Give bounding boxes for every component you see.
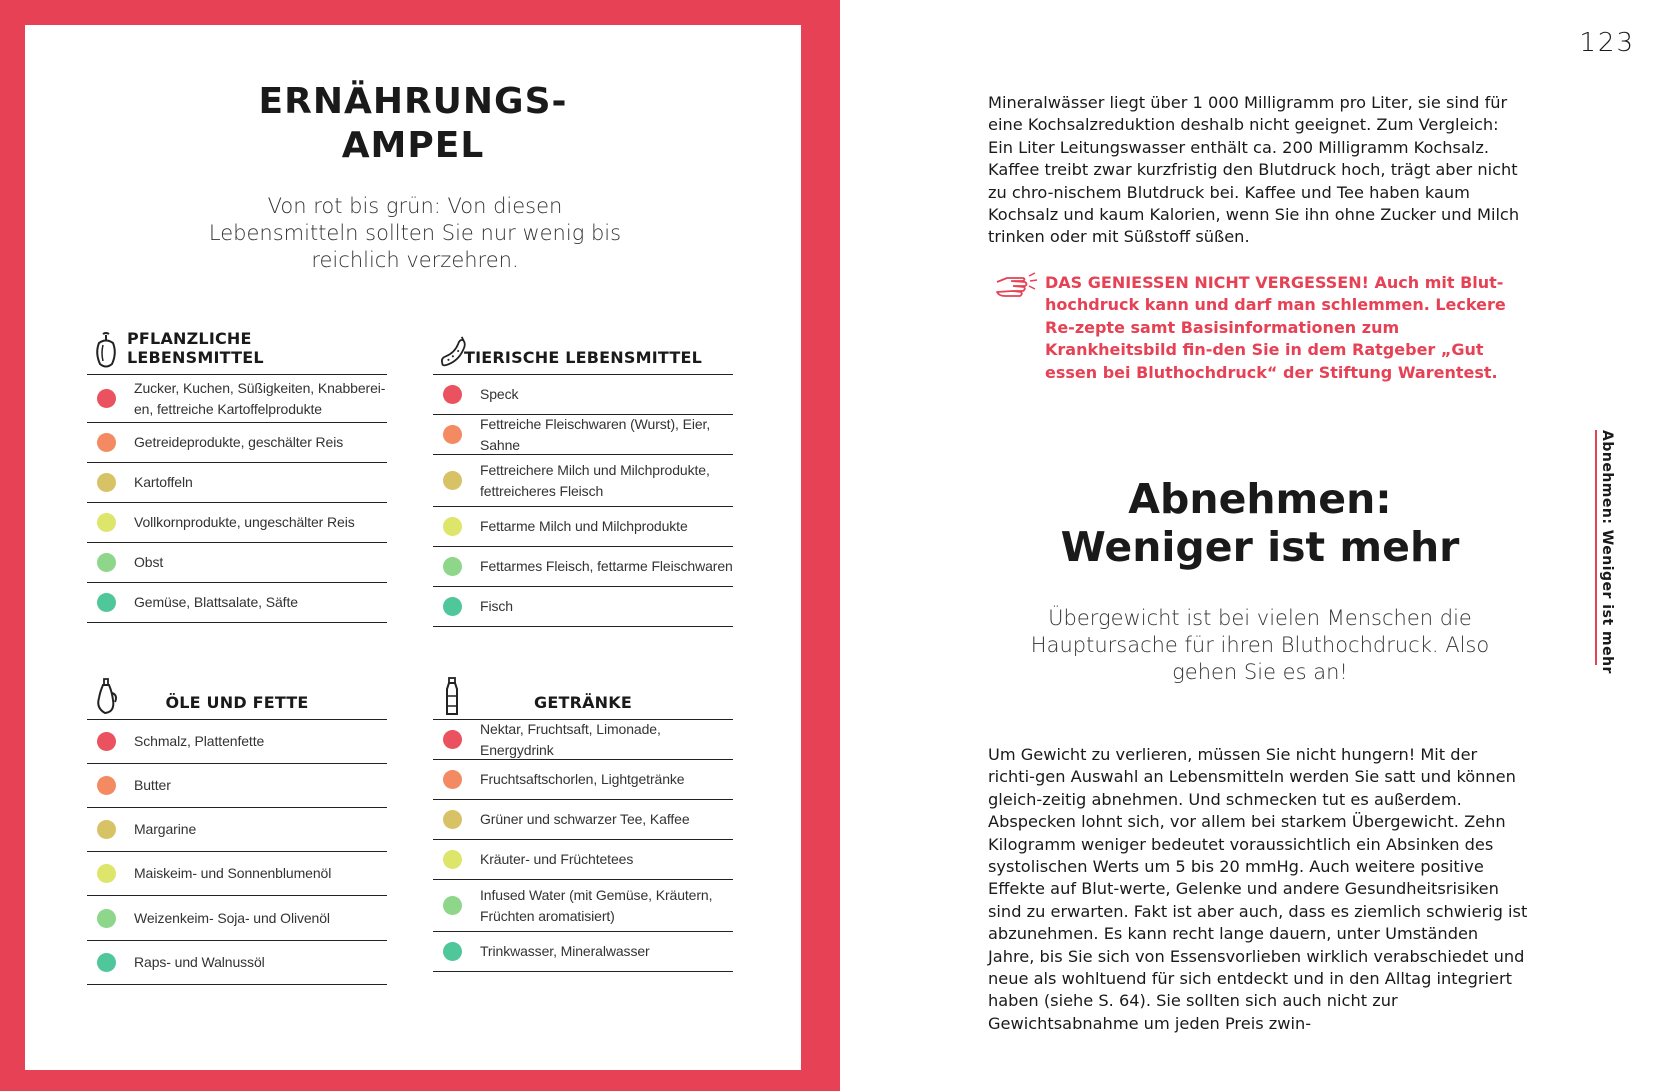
traffic-light-dot [443, 810, 462, 829]
traffic-light-dot [97, 593, 116, 612]
section-header [433, 325, 733, 375]
table-row [87, 583, 387, 623]
traffic-light-dot [97, 732, 116, 751]
row-label: Speck [480, 386, 519, 402]
traffic-light-dot [443, 896, 462, 915]
page-number: 123 [1579, 28, 1635, 58]
section-title: TIERISCHE LEBENSMITTEL [464, 348, 702, 367]
row-label: Kräuter- und Früchtetees [480, 851, 634, 867]
section-title: ÖLE UND FETTE [165, 693, 309, 712]
traffic-light-dot [97, 776, 116, 795]
traffic-light-dot [97, 864, 116, 883]
row-label: Fettarmes Fleisch, fettarme Fleischwaren [480, 558, 733, 574]
table-row [87, 808, 387, 852]
traffic-light-dot [443, 385, 462, 404]
row-label: Schmalz, Plattenfette [134, 733, 265, 749]
row-label: Grüner und schwarzer Tee, Kaffee [480, 811, 690, 827]
row-label: Margarine [134, 821, 197, 837]
table-row [433, 800, 733, 840]
row-label: Fettarme Milch und Milchprodukte [480, 518, 688, 534]
table-row [433, 375, 733, 415]
row-label: Infused Water (mit Gemüse, Kräutern, Früchten aromatisiert) [480, 886, 713, 924]
section-header [433, 670, 733, 720]
table-row [87, 852, 387, 896]
traffic-light-dot [443, 471, 462, 490]
tip-box: DAS GENIESSEN NICHT VERGESSEN! Auch mit Blut-hochdruck kann und darf man schlemmen. Leckere Re-zepte samt Basisinformationen zum Krankheitsbild fin-den Sie in dem Ratgeber „Gut essen bei Bluthochdruck“ der Stiftung Warentest. [1045, 273, 1506, 382]
table-row [433, 547, 733, 587]
section-oele-und-fette [87, 670, 387, 985]
table-row [87, 543, 387, 583]
section-header [87, 670, 387, 720]
row-label: Kartoffeln [134, 474, 193, 490]
table-row [87, 503, 387, 543]
traffic-light-dot [443, 770, 462, 789]
traffic-light-dot [97, 553, 116, 572]
traffic-light-dot [443, 942, 462, 961]
row-label: Vollkornprodukte, ungeschälter Reis [134, 514, 355, 530]
table-row [433, 415, 733, 455]
panel-intro: Von rot bis grün: Von diesen Lebensmitteln sollten Sie nur wenig bis reichlich verzehren. [208, 194, 622, 272]
table-row [87, 896, 387, 941]
traffic-light-dot [97, 513, 116, 532]
traffic-light-dot [443, 597, 462, 616]
table-row [433, 455, 733, 507]
table-row [433, 507, 733, 547]
section-rows [433, 720, 733, 972]
row-label: Obst [134, 554, 164, 570]
traffic-light-dot [97, 953, 116, 972]
row-label: Fruchtsaftschorlen, Lightgetränke [480, 771, 685, 787]
row-label: Fettreiche Fleischwaren (Wurst), Eier, Sahne [480, 415, 711, 453]
traffic-light-dot [443, 730, 462, 749]
section-rows [87, 720, 387, 985]
traffic-light-dot [443, 557, 462, 576]
traffic-light-dot [97, 473, 116, 492]
table-row [433, 587, 733, 627]
row-label: Weizenkeim- Soja- und Olivenöl [134, 909, 330, 926]
table-row [87, 764, 387, 808]
row-label: Nektar, Fruchtsaft, Limonade, Energydrink [480, 720, 661, 758]
row-label: Butter [134, 777, 171, 793]
table-row [87, 463, 387, 503]
body-paragraph-abnehmen: Um Gewicht zu verlieren, müssen Sie nicht hungern! Mit der richti-gen Auswahl an Lebensmitteln werden Sie satt und können gleich-zeitig abnehmen. Und schmecken tut es außerdem. Abspecken lohnt sich, vor allem bei starkem Übergewicht. Zehn Kilogramm weniger bedeutet voraussichtlich ein Absinken des systolischen Werts um 5 bis 20 mmHg. Auch weitere positive Effekte auf Blut-werte, Gelenke und andere Gesundheitsrisiken sind zu erwarten. Fakt ist aber auch, dass es ziemlich schwierig ist abzunehmen. Es kann recht lange dauern, unter Umständen Jahre, bis Sie sich von Essensvorlieben wirklich verabschiedet und neue als wohltuend für sich entdeckt und in den Alltag integriert haben (siehe S. 64). Sie sollten sich auch nicht zur Gewichtsabnahme um jeden Preis zwin- [988, 745, 1528, 1033]
traffic-light-dot [97, 389, 116, 408]
pepper-icon [91, 331, 121, 371]
traffic-light-dot [97, 433, 116, 452]
row-label: Fettreichere Milch und Milchprodukte, fettreicheres Fleisch [480, 461, 710, 499]
chapter-title: Abnehmen: Weniger ist mehr [1060, 475, 1460, 571]
table-row [87, 423, 387, 463]
table-row [87, 720, 387, 764]
row-label: Trinkwasser, Mineralwasser [480, 943, 650, 959]
section-pflanzliche-lebensmittel [87, 325, 387, 623]
chapter-side-tab [1595, 430, 1615, 674]
section-rows [433, 375, 733, 627]
table-row [87, 941, 387, 985]
table-row [87, 375, 387, 423]
traffic-light-dot [443, 425, 462, 444]
table-row [433, 760, 733, 800]
section-title: PFLANZLICHE LEBENSMITTEL [127, 329, 264, 367]
table-row [433, 840, 733, 880]
table-row [433, 932, 733, 972]
chapter-intro: Übergewicht ist bei vielen Menschen die Hauptursache für ihren Bluthochdruck. Also gehen Sie es an! [1030, 606, 1490, 684]
section-title: GETRÄNKE [534, 693, 632, 712]
traffic-light-dot [443, 850, 462, 869]
table-row [433, 720, 733, 760]
row-label: Getreideprodukte, geschälter Reis [134, 434, 344, 450]
traffic-light-dot [97, 820, 116, 839]
row-label: Zucker, Kuchen, Süßigkeiten, Knabberei- en, fettreiche Kartoffelprodukte [134, 379, 386, 417]
body-paragraph-mineralwasser: Mineralwässer liegt über 1 000 Milligramm pro Liter, sie sind für eine Kochsalzreduktion deshalb nicht geeignet. Zum Vergleich: Ein Liter Leitungswasser enthält ca. 200 Milligramm Kochsalz. Kaffee treibt zwar kurzfristig den Blutdruck hoch, trägt aber nicht zu chro-nischem Blutdruck bei. Kaffee und Tee haben kaum Kochsalz und kaum Kalorien, wenn Sie ihn ohne Zucker und Milch trinken oder mit Süßstoff süßen. [988, 93, 1520, 247]
row-label: Maiskeim- und Sonnenblumenöl [134, 865, 332, 881]
traffic-light-dot [443, 517, 462, 536]
pointing-hand-icon [993, 270, 1039, 300]
row-label: Gemüse, Blattsalate, Säfte [134, 594, 298, 610]
table-row [433, 880, 733, 932]
traffic-light-dot [97, 909, 116, 928]
nutrition-traffic-light-panel [25, 25, 801, 1070]
section-tierische-lebensmittel [433, 325, 733, 627]
section-rows [87, 375, 387, 623]
row-label: Fisch [480, 598, 513, 614]
section-header [87, 325, 387, 375]
side-tab-label: Abnehmen: Weniger ist mehr [1599, 430, 1615, 674]
panel-title: ERNÄHRUNGS- AMPEL [258, 81, 568, 166]
row-label: Raps- und Walnussöl [134, 954, 265, 970]
section-getraenke [433, 670, 733, 972]
